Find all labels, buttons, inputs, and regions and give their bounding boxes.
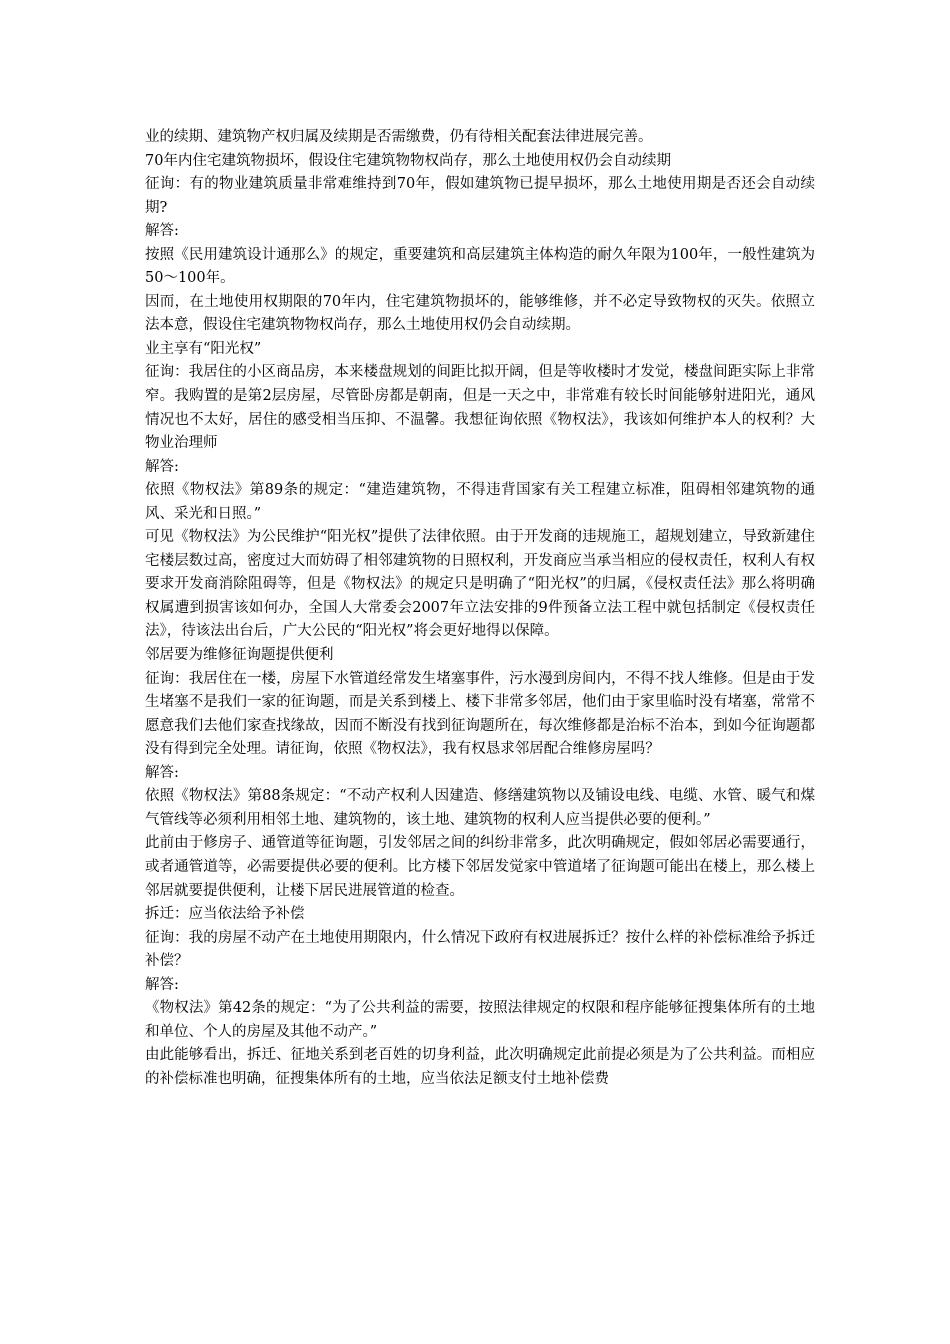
answer-paragraph: 此前由于修房子、通管道等征询题，引发邻居之间的纠纷非常多，此次明确规定，假如邻居必需要通行，或者通管道等，必需要提供必要的便利。比方楼下邻居发觉家中管道堵了征询题可能出在楼上，那么楼上邻居就要提供便利，让楼下居民进展管道的检查。 <box>145 835 815 899</box>
question-paragraph: 征询：我居住在一楼，房屋下水管道经常发生堵塞事件，污水漫到房间内，不得不找人维修。但是由于发生堵塞不是我们一家的征询题，而是关系到楼上、楼下非常多邻居，他们由于家里临时没有堵塞，常常不愿意我们去他们家查找缘故，因而不断没有找到征询题所在，每次维修都是治标不治本，到如今征询题都没有得到完全处理。请征询，依照《物权法》，我有权恳求邻居配合维修房屋吗？ <box>145 670 815 758</box>
question-paragraph: 征询：我的房屋不动产在土地使用期限内，什么情况下政府有权进展拆迁？按什么样的补偿标准给予拆迁补偿？ <box>145 929 815 970</box>
answer-label: 解答: <box>145 976 179 993</box>
answer-paragraph: 依照《物权法》第88条规定：“不动产权利人因建造、修缮建筑物以及铺设电线、电缆、水管、暖气和煤气管线等必须利用相邻土地、建筑物的，该土地、建筑物的权利人应当提供必要的便利。” <box>145 788 815 828</box>
answer-label: 解答: <box>145 223 179 240</box>
question-paragraph: 征询：有的物业建筑质量非常难维持到70年，假如建筑物已提早损坏，那么土地使用期是否还会自动续期? <box>145 176 815 216</box>
section-heading-neighbor-repair: 邻居要为维修征询题提供便利 <box>145 647 334 664</box>
answer-paragraph: 按照《民用建筑设计通那么》的规定，重要建筑和高层建筑主体构造的耐久年限为100年，一般性建筑为50～100年。 <box>145 246 815 287</box>
section-heading-land-renewal: 70年内住宅建筑物损坏，假设住宅建筑物物权尚存，那么土地使用权仍会自动续期 <box>145 152 671 169</box>
answer-paragraph: 可见《物权法》为公民维护“阳光权”提供了法律依照。由于开发商的违规施工，超规划建立，导致新建住宅楼层数过高，密度过大而妨碍了相邻建筑物的日照权利，开发商应当承当相应的侵权责任，权利人有权要求开发商消除阻碍等，但是《物权法》的规定只是明确了“阳光权”的归属，《侵权责任法》那么将明确权属遭到损害该如何办，全国人大常委会2007年立法安排的9件预备立法工程中就包括制定《侵权责任法》，待该法出台后，广大公民的“阳光权”将会更好地得以保障。 <box>145 529 815 640</box>
section-heading-sunlight-right: 业主享有“阳光权” <box>145 340 262 357</box>
answer-paragraph: 依照《物权法》第89条的规定：“建造建筑物，不得违背国家有关工程建立标准，阻碍相邻建筑物的通风、采光和日照。” <box>145 482 815 522</box>
document-body <box>145 126 815 1091</box>
section-heading-demolition-compensation: 拆迁：应当依法给予补偿 <box>145 906 305 923</box>
answer-label: 解答: <box>145 764 179 781</box>
answer-paragraph: 因而，在土地使用权期限的70年内，住宅建筑物损坏的，能够维修，并不必定导致物权的灭失。依照立法本意，假设住宅建筑物物权尚存，那么土地使用权仍会自动续期。 <box>145 293 815 334</box>
question-paragraph: 征询：我居住的小区商品房，本来楼盘规划的间距比拟开阔，但是等收楼时才发觉，楼盘间距实际上非常窄。我购置的是第2层房屋，尽管卧房都是朝南，但是一天之中，非常难有较长时间能够射进阳光，通风情况也不太好，居住的感受相当压抑、不温馨。我想征询依照《物权法》，我该如何维护本人的权利？大物业治理师 <box>145 364 815 452</box>
paragraph-renewal-intro: 业的续期、建筑物产权归属及续期是否需缴费，仍有待相关配套法律进展完善。 <box>145 129 653 145</box>
answer-paragraph: 《物权法》第42条的规定：“为了公共利益的需要，按照法律规定的权限和程序能够征搜集体所有的土地和单位、个人的房屋及其他不动产。” <box>145 1000 815 1040</box>
answer-paragraph: 由此能够看出，拆迁、征地关系到老百姓的切身利益，此次明确规定此前提必须是为了公共利益。而相应的补偿标准也明确，征搜集体所有的土地，应当依法足额支付土地补偿费 <box>145 1047 815 1087</box>
answer-label: 解答: <box>145 458 179 475</box>
